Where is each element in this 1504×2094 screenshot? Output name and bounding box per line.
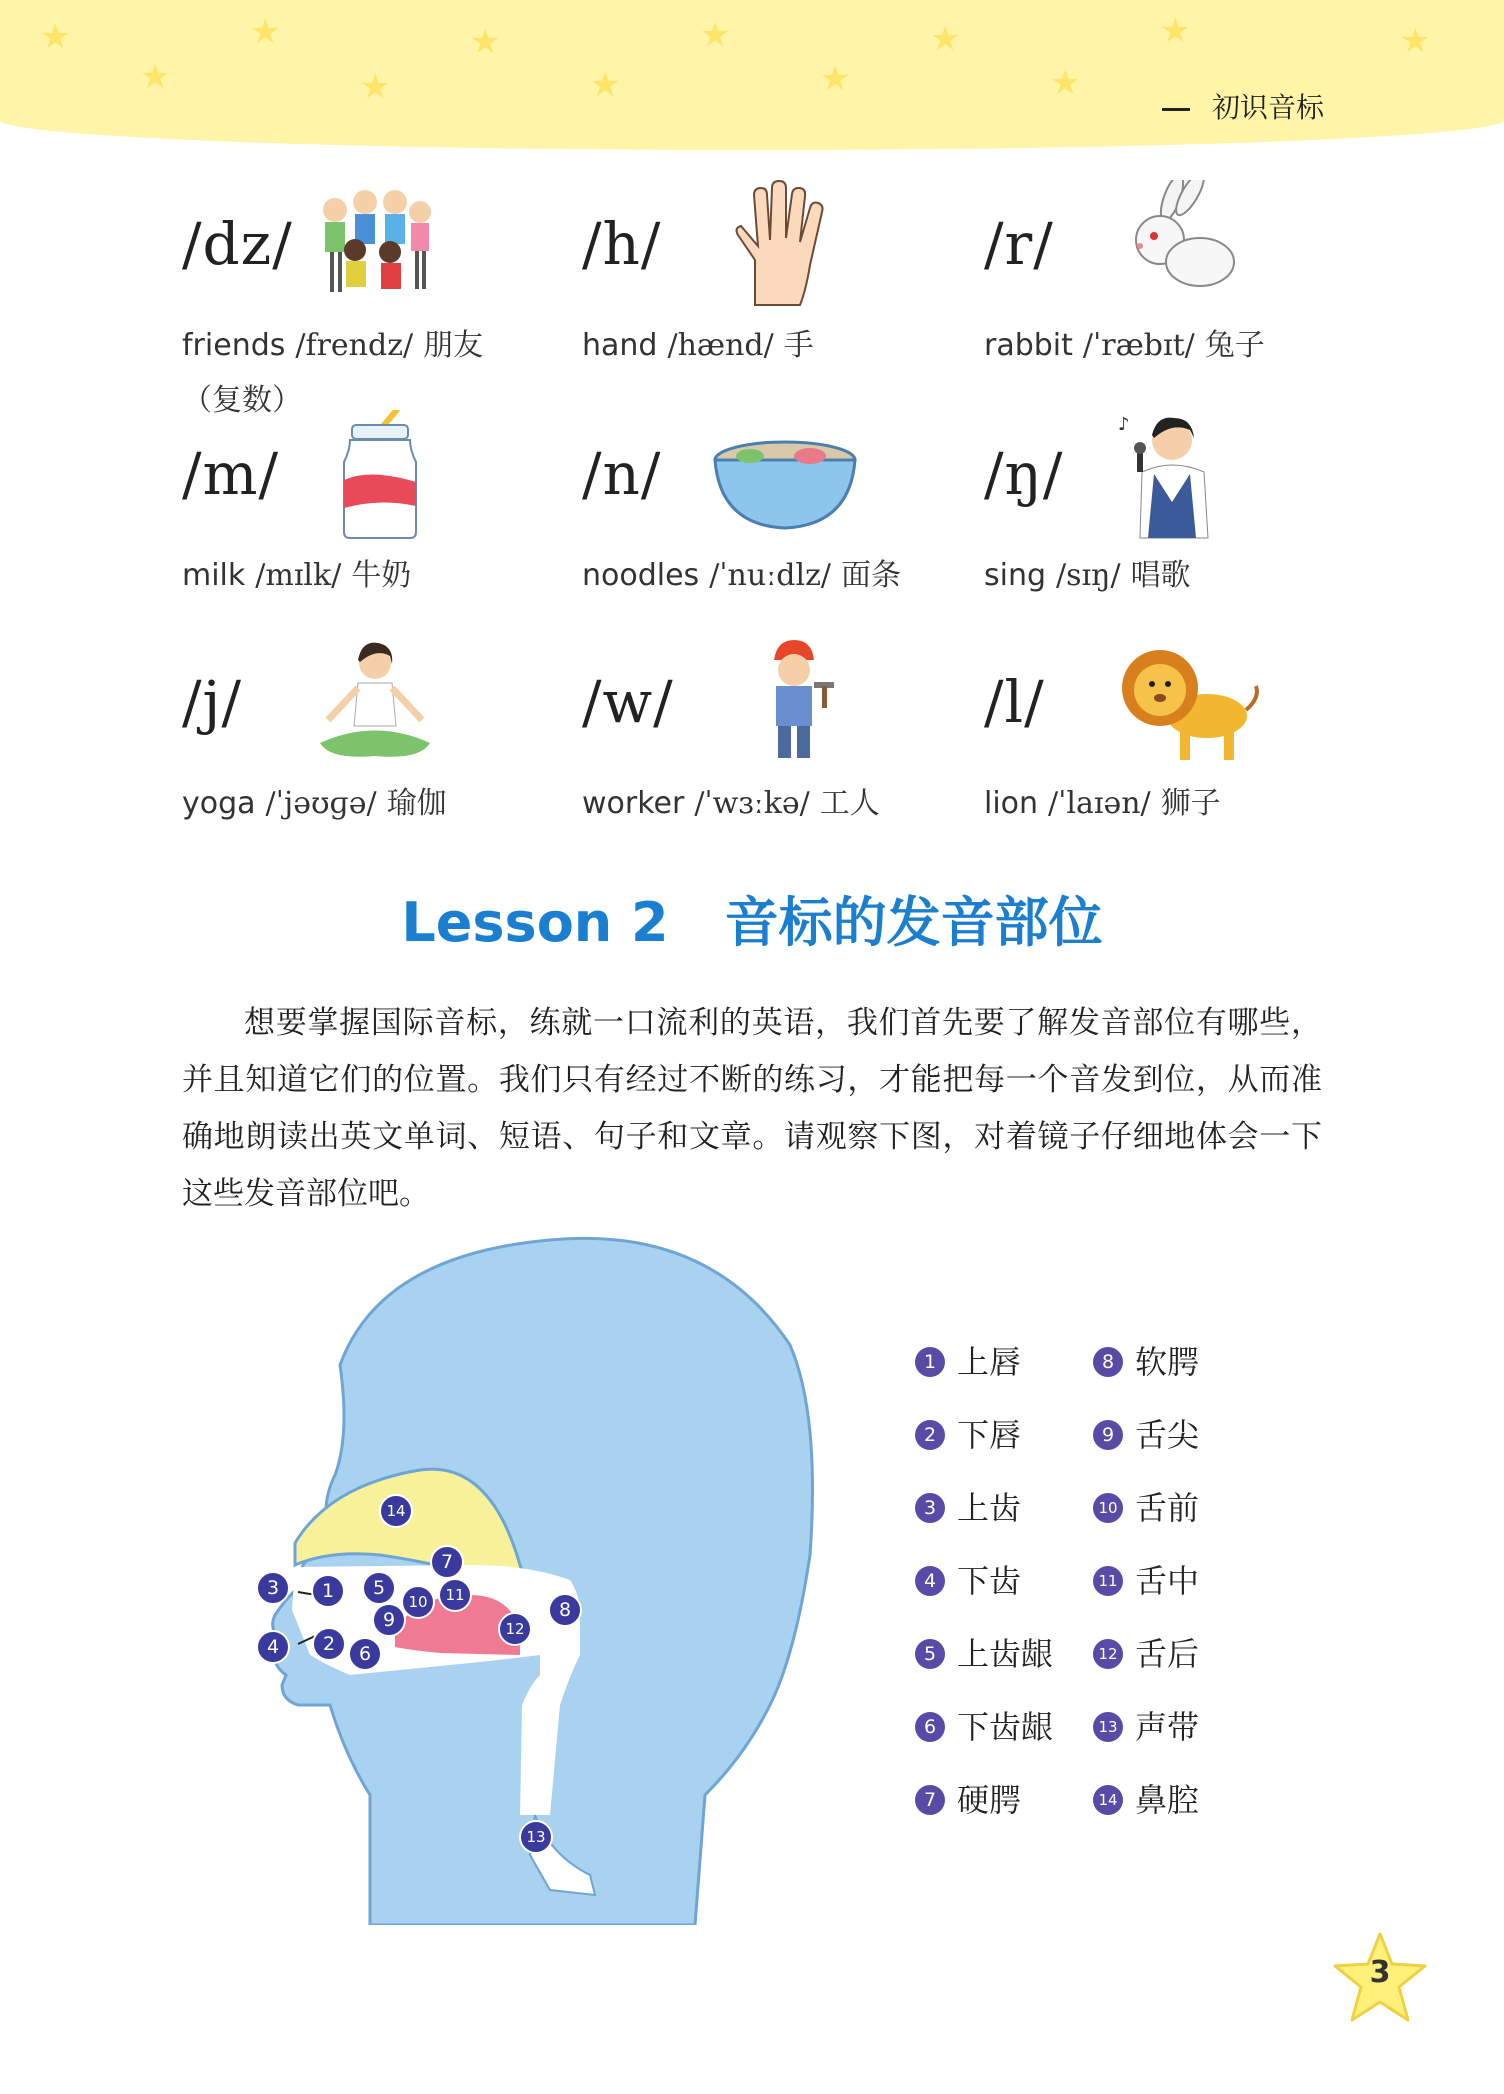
chinese-meaning: 手	[783, 328, 814, 363]
legend-item	[915, 1556, 1021, 1602]
marker-lower-gum: 6	[348, 1637, 382, 1671]
lion-icon	[1112, 638, 1262, 768]
example-word	[182, 778, 447, 822]
legend-label: 上齿	[957, 1489, 1022, 1527]
chinese-meaning: 唱歌	[1130, 558, 1191, 593]
legend-number: 9	[1093, 1420, 1123, 1450]
phonics-item-j	[182, 668, 562, 878]
chinese-meaning: 瑜伽	[386, 786, 447, 821]
chinese-meaning: 朋友	[423, 328, 484, 363]
legend-number: 12	[1093, 1639, 1123, 1669]
marker-hard-palate: 7	[430, 1545, 464, 1579]
rabbit-icon	[1112, 180, 1242, 310]
legend-item	[915, 1410, 1021, 1456]
ipa-transcription: /mɪlk/	[255, 558, 342, 593]
lesson-number: Lesson 2	[401, 891, 669, 954]
worker-icon	[732, 638, 862, 768]
phonetic-symbol: /w/	[582, 668, 674, 736]
legend-number: 14	[1093, 1785, 1123, 1815]
legend-label: 上齿龈	[957, 1635, 1054, 1673]
legend-item	[1093, 1556, 1199, 1602]
ipa-transcription: /ˈlaɪən/	[1048, 786, 1151, 821]
marker-tongue-back: 12	[498, 1612, 532, 1646]
legend-item	[1093, 1702, 1199, 1748]
english-word: milk	[182, 558, 246, 593]
marker-nasal-cavity: 14	[379, 1494, 413, 1528]
intro-paragraph: 想要掌握国际音标，练就一口流利的英语，我们首先要了解发音部位有哪些，并且知道它们的位置。我们只有经过不断的练习，才能把每一个音发到位，从而准确地朗读出英文单词、短语、句子和文章。请观察下图，对着镜子仔细地体会一下这些发音部位吧。	[182, 1005, 1322, 1212]
star-decoration-icon: ★	[1400, 21, 1431, 61]
legend-item	[1093, 1775, 1199, 1821]
marker-tongue-front: 10	[401, 1585, 435, 1619]
english-word: sing	[984, 558, 1047, 593]
ipa-transcription: /ˈwɜːkə/	[694, 786, 810, 821]
marker-upper-gum: 5	[362, 1571, 396, 1605]
star-decoration-icon: ★	[590, 65, 621, 105]
legend-label: 软腭	[1135, 1343, 1200, 1381]
legend-label: 下唇	[957, 1416, 1022, 1454]
phonetic-symbol: /ŋ/	[984, 440, 1064, 508]
plural-note: （复数）	[182, 383, 302, 418]
marker-lower-lip: 2	[312, 1627, 346, 1661]
legend-number: 2	[915, 1420, 945, 1450]
star-decoration-icon: ★	[930, 19, 961, 59]
singer-icon	[1112, 410, 1242, 540]
legend-item	[915, 1702, 1053, 1748]
legend-label: 下齿	[957, 1562, 1022, 1600]
children-holding-hands-icon	[310, 180, 440, 310]
phonetic-symbol: /dz/	[182, 210, 293, 278]
legend-label: 上唇	[957, 1343, 1022, 1381]
english-word: worker	[582, 786, 685, 821]
phonetic-symbol: /l/	[984, 668, 1045, 736]
legend-item	[1093, 1337, 1199, 1383]
legend-label: 舌尖	[1135, 1416, 1200, 1454]
hand-icon	[710, 180, 840, 310]
phonics-item-dz	[182, 210, 562, 420]
english-word: friends	[182, 328, 286, 363]
star-decoration-icon: ★	[1160, 11, 1191, 51]
ipa-transcription: /hænd/	[667, 328, 774, 363]
lesson-title: 音标的发音部位	[724, 891, 1103, 954]
legend-label: 舌前	[1135, 1489, 1200, 1527]
star-decoration-icon: ★	[140, 57, 171, 97]
legend-item	[1093, 1629, 1199, 1675]
legend-label: 声带	[1135, 1708, 1200, 1746]
example-word	[182, 550, 411, 594]
phonetic-symbol: /j/	[182, 668, 243, 736]
star-decoration-icon: ★	[820, 59, 851, 99]
star-decoration-icon: ★	[470, 22, 501, 62]
example-word	[582, 778, 880, 822]
legend-item	[915, 1775, 1021, 1821]
english-word: yoga	[182, 786, 256, 821]
english-word: rabbit	[984, 328, 1073, 363]
marker-tongue-middle: 11	[438, 1578, 472, 1612]
chinese-meaning: 牛奶	[351, 558, 412, 593]
ipa-transcription: /frendz/	[295, 328, 414, 363]
legend-number: 7	[915, 1785, 945, 1815]
star-decoration-icon: ★	[360, 67, 391, 107]
phonetic-symbol: /h/	[582, 210, 662, 278]
english-word: noodles	[582, 558, 700, 593]
legend-item	[1093, 1483, 1199, 1529]
phonics-item-ng	[984, 414, 1364, 650]
legend-label: 下齿龈	[957, 1708, 1054, 1746]
phonics-item-m	[182, 440, 562, 650]
ipa-transcription: /ˈræbɪt/	[1082, 328, 1195, 363]
example-word	[182, 320, 483, 364]
legend-number: 8	[1093, 1347, 1123, 1377]
legend-item	[915, 1337, 1021, 1383]
legend-item	[1093, 1410, 1199, 1456]
chinese-meaning: 工人	[819, 786, 880, 821]
lesson-heading	[0, 880, 1504, 957]
legend-label: 舌中	[1135, 1562, 1200, 1600]
legend-number: 3	[915, 1493, 945, 1523]
legend-number: 11	[1093, 1566, 1123, 1596]
star-decoration-icon: ★	[250, 12, 281, 52]
chinese-meaning: 兔子	[1204, 328, 1265, 363]
svg-text:♪: ♪	[1118, 414, 1130, 435]
marker-upper-lip: 1	[311, 1574, 345, 1608]
legend-label: 鼻腔	[1135, 1781, 1200, 1819]
chapter-title: 初识音标	[1211, 91, 1324, 124]
marker-tongue-tip: 9	[372, 1603, 406, 1637]
phonics-item-w	[582, 668, 962, 878]
marker-upper-teeth: 3	[256, 1571, 290, 1605]
phonics-item-r	[984, 210, 1364, 420]
ipa-transcription: /sɪŋ/	[1056, 558, 1121, 593]
marker-vocal-cords: 13	[519, 1820, 553, 1854]
phonics-item-n	[582, 440, 962, 650]
chapter-heading	[1162, 86, 1324, 126]
star-decoration-icon: ★	[1050, 63, 1081, 103]
english-word: hand	[582, 328, 658, 363]
marker-lower-teeth: 4	[256, 1630, 290, 1664]
chinese-meaning: 狮子	[1160, 786, 1221, 821]
example-word	[582, 320, 814, 364]
phonetic-symbol: /m/	[182, 440, 280, 508]
chinese-meaning: 面条	[841, 558, 902, 593]
chapter-dash	[1162, 108, 1190, 111]
star-decoration-icon: ★	[40, 17, 71, 57]
legend-number: 1	[915, 1347, 945, 1377]
example-word	[984, 778, 1221, 822]
english-word: lion	[984, 786, 1039, 821]
legend-number: 10	[1093, 1493, 1123, 1523]
legend-label: 舌后	[1135, 1635, 1200, 1673]
noodle-bowl-icon	[710, 410, 860, 540]
articulation-diagram	[250, 1235, 830, 1925]
star-decoration-icon: ★	[700, 15, 731, 55]
legend-number: 5	[915, 1639, 945, 1669]
example-word	[582, 550, 901, 594]
example-word	[984, 320, 1265, 364]
milk-bottle-icon	[310, 410, 440, 540]
page-number: 3	[1369, 1955, 1391, 1990]
phonetic-symbol: /n/	[582, 440, 662, 508]
legend-label: 硬腭	[957, 1781, 1022, 1819]
legend-number: 6	[915, 1712, 945, 1742]
phonics-item-l	[984, 668, 1364, 878]
marker-soft-palate: 8	[548, 1593, 582, 1627]
header-banner	[0, 0, 1504, 150]
phonetic-symbol: /r/	[984, 210, 1054, 278]
example-word	[984, 550, 1191, 594]
legend-number: 4	[915, 1566, 945, 1596]
ipa-transcription: /ˈjəʊɡə/	[265, 786, 377, 821]
legend-number: 13	[1093, 1712, 1123, 1742]
ipa-transcription: /ˈnuːdlz/	[709, 558, 832, 593]
phonics-item-h	[582, 210, 962, 420]
legend-item	[915, 1629, 1053, 1675]
legend-item	[915, 1483, 1021, 1529]
yoga-woman-icon	[310, 638, 440, 768]
